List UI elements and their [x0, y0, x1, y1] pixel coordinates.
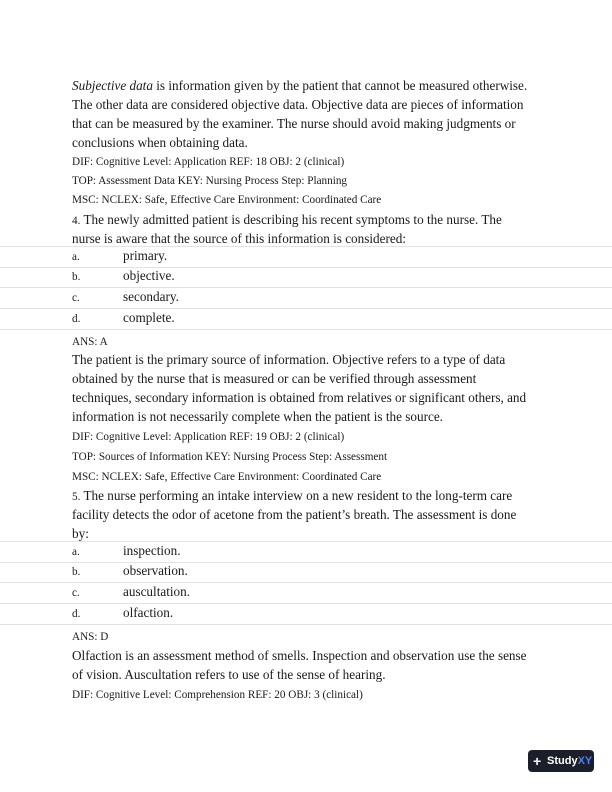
- q4-option-c[interactable]: [0, 288, 612, 309]
- studyxy-badge[interactable]: [528, 750, 594, 772]
- option-text: secondary.: [123, 289, 179, 304]
- plus-icon: +: [533, 753, 542, 769]
- option-letter: c.: [72, 292, 80, 304]
- q5-answer: ANS: D: [72, 631, 109, 643]
- meta1-dif: DIF: Cognitive Level: Application REF: 18 OBJ: 2 (clinical): [72, 156, 345, 168]
- q4-msc: MSC: NCLEX: Safe, Effective Care Environment: Coordinated Care: [72, 471, 382, 483]
- q5-option-b[interactable]: [0, 562, 612, 583]
- q5-number: 5.: [72, 491, 81, 503]
- meta1-msc: MSC: NCLEX: Safe, Effective Care Environment: Coordinated Care: [72, 194, 382, 206]
- intro-line-4: conclusions when obtaining data.: [72, 135, 248, 150]
- option-text: auscultation.: [123, 584, 191, 599]
- q4-rationale-line-1: The patient is the primary source of information. Objective refers to a type of data: [72, 352, 506, 367]
- q4-number: 4.: [72, 215, 81, 227]
- q4-stem-line-2: nurse is aware that the source of this information is considered:: [72, 231, 406, 246]
- q4-rationale-line-3: techniques, secondary information is obtained from relatives or significant others, and: [72, 390, 527, 405]
- intro-line-1-rest: is information given by the patient that cannot be measured otherwise.: [152, 78, 528, 93]
- q4-option-d[interactable]: [0, 309, 612, 330]
- brand-name-accent: XY: [577, 755, 593, 767]
- intro-line-1: [72, 76, 552, 95]
- q4-answer: ANS: A: [72, 336, 108, 348]
- option-text: complete.: [123, 310, 175, 325]
- q4-stem-line-1-text: The newly admitted patient is describing his recent symptoms to the nurse. The: [80, 212, 502, 227]
- q4-dif: DIF: Cognitive Level: Application REF: 19 OBJ: 2 (clinical): [72, 431, 345, 443]
- option-letter: b.: [72, 271, 81, 283]
- q5-option-c[interactable]: [0, 583, 612, 604]
- q5-option-a[interactable]: [0, 541, 612, 563]
- option-letter: a.: [72, 251, 80, 263]
- q4-top: TOP: Sources of Information KEY: Nursing Process Step: Assessment: [72, 451, 388, 463]
- q5-option-d[interactable]: [0, 604, 612, 625]
- brand-name-main: Study: [547, 755, 578, 767]
- q4-option-b[interactable]: [0, 267, 612, 288]
- option-text: objective.: [123, 268, 175, 283]
- option-letter: d.: [72, 313, 81, 325]
- option-text: primary.: [123, 248, 168, 263]
- q5-stem-line-2: facility detects the odor of acetone from the patient’s breath. The assessment is done: [72, 507, 517, 522]
- intro-line-2: The other data are considered objective data. Objective data are pieces of information: [72, 97, 524, 112]
- q5-stem-line-1: [72, 486, 552, 507]
- intro-lead-italic: Subjective data: [72, 78, 153, 93]
- brand-name: [547, 750, 592, 772]
- option-letter: d.: [72, 608, 81, 620]
- q5-stem-line-3: by:: [72, 526, 89, 541]
- q4-rationale-line-4: information is not necessarily complete when the patient is the source.: [72, 409, 443, 424]
- option-letter: a.: [72, 546, 80, 558]
- option-text: inspection.: [123, 543, 181, 558]
- intro-line-3: that can be measured by the examiner. The nurse should avoid making judgments or: [72, 116, 516, 131]
- option-text: olfaction.: [123, 605, 174, 620]
- q5-dif: DIF: Cognitive Level: Comprehension REF: 20 OBJ: 3 (clinical): [72, 689, 363, 701]
- q4-option-a[interactable]: [0, 246, 612, 268]
- q5-stem-line-1-text: The nurse performing an intake interview on a new resident to the long-term care: [80, 488, 513, 503]
- q5-rationale-line-2: of vision. Auscultation refers to use of the sense of hearing.: [72, 667, 386, 682]
- q4-rationale-line-2: obtained by the nurse that is measured or can be verified through assessment: [72, 371, 477, 386]
- meta1-top: TOP: Assessment Data KEY: Nursing Process Step: Planning: [72, 175, 348, 187]
- option-letter: b.: [72, 566, 81, 578]
- option-letter: c.: [72, 587, 80, 599]
- option-text: observation.: [123, 563, 188, 578]
- q5-rationale-line-1: Olfaction is an assessment method of smells. Inspection and observation use the sense: [72, 648, 527, 663]
- q4-stem-line-1: [72, 210, 552, 231]
